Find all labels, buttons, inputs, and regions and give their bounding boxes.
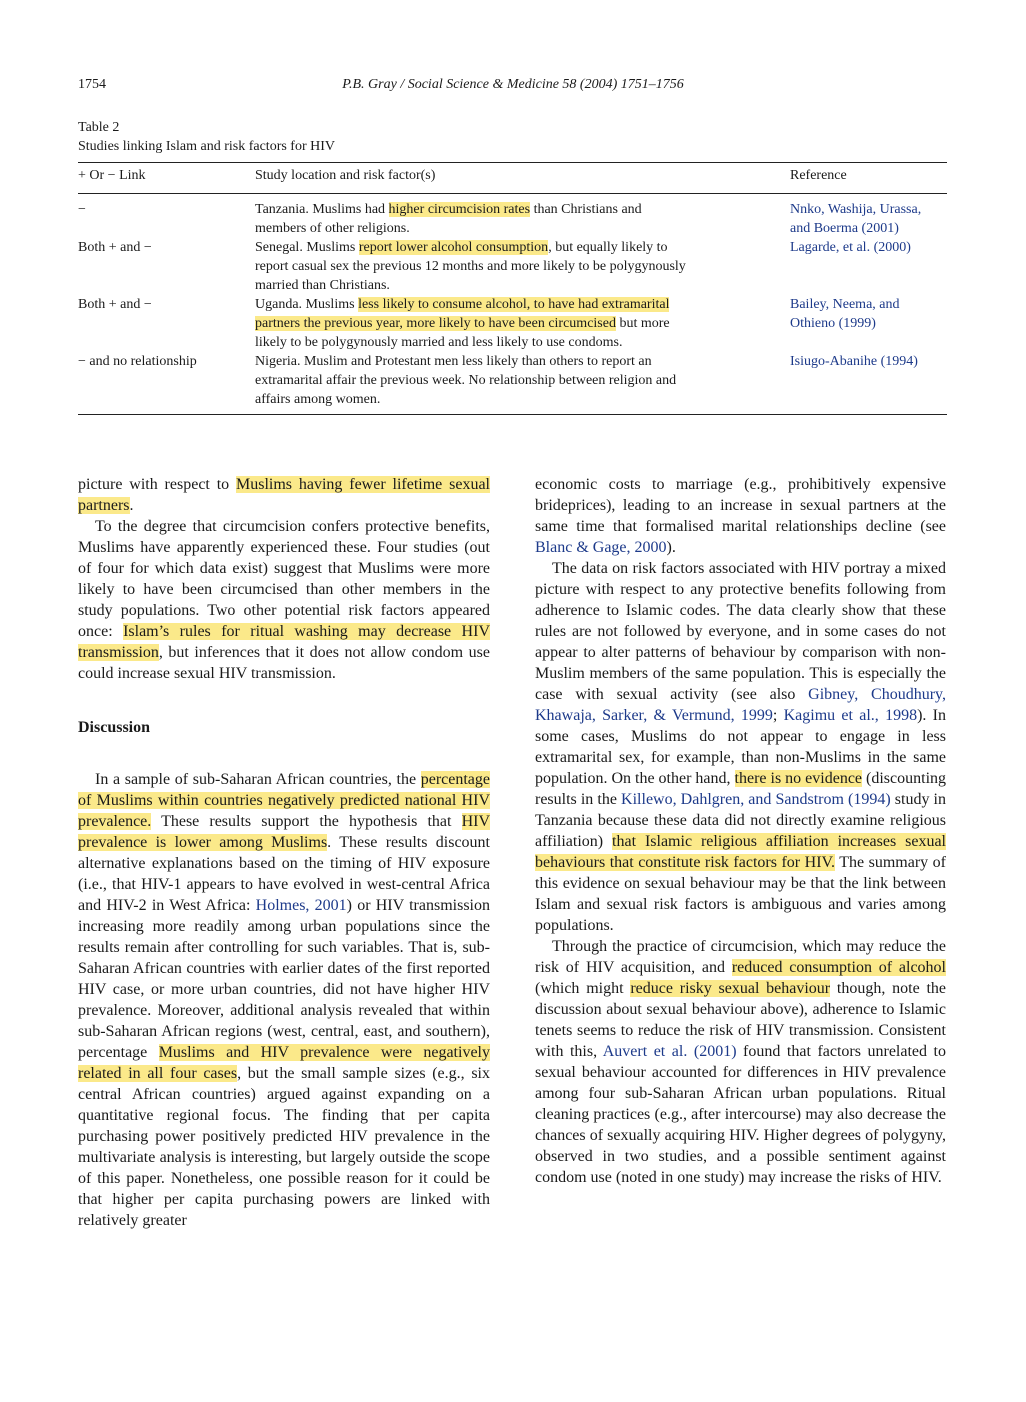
paragraph: Through the practice of circumcision, which may reduce the risk of HIV acquisition, and reduced consumption of alcohol (which might reduce risky sexual behaviour though, note the discussion about sexual behaviour above), adherence to Islamic tenets seems to reduce the risk of HIV transmission. Consistent with this, Auvert et al. (2001) found that factors unrelated to sexual behaviour accounted for differences in HIV prevalence among four sub-Saharan African urban populations. Ritual cleaning practices (e.g., after intercourse) may also decrease the chances of sexually acquiring HIV. Higher degrees of polygyny, observed in two studies, and a possible sentiment against condom use (noted in one study) may increase the risks of HIV. xyxy=(535,938,947,1186)
citation-link[interactable]: Blanc & Gage, 2000 xyxy=(535,539,667,556)
table-caption xyxy=(78,118,335,156)
table-top-rule xyxy=(78,162,947,163)
table-header-study: Study location and risk factor(s) xyxy=(255,168,436,183)
right-column xyxy=(535,474,946,1188)
table-cell-reference[interactable]: Nnko, Washija, Urassa, and Boerma (2001) xyxy=(790,202,922,236)
table-cell-study: Tanzania. Muslims had higher circumcision rates than Christians and members of other religions. xyxy=(255,202,642,236)
table-cell-link: Both + and − xyxy=(78,240,152,255)
table-header-link: + Or − Link xyxy=(78,168,146,183)
left-column xyxy=(78,474,490,1231)
page-number: 1754 xyxy=(78,77,106,92)
citation-link[interactable]: Killewo, Dahlgren, and Sandstrom (1994) xyxy=(621,791,891,808)
citation-link[interactable]: Auvert et al. (2001) xyxy=(602,1043,737,1060)
paragraph: economic costs to marriage (e.g., prohibitively expensive brideprices), leading to an increase in sexual partners at the same time that formalised marital relationships decline (see Blanc & Gage, 2000). xyxy=(535,476,946,556)
table-bottom-rule xyxy=(78,414,947,415)
citation-link[interactable]: Kagimu et al., 1998 xyxy=(783,707,918,724)
table-cell-link: Both + and − xyxy=(78,297,152,312)
table-label: Table 2 xyxy=(78,120,120,135)
paragraph: To the degree that circumcision confers protective benefits, Muslims have apparently experienced these. Four studies (out of four for which data exist) suggest that Muslims were more likely to have been circumcised than other members in the study populations. Two other potential risk factors appeared once: Islam’s rules for ritual washing may decrease HIV transmission, but inferences that it does not allow condom use could increase sexual HIV transmission. xyxy=(78,518,490,682)
table-header-rule xyxy=(78,193,947,194)
table-title: Studies linking Islam and risk factors for HIV xyxy=(78,139,336,154)
paragraph: The data on risk factors associated with HIV portray a mixed picture with respect to any protective benefits following from adherence to Islamic codes. The data clearly show that these rules are not followed by everyone, and in some cases do not appear to alter patterns of behaviour by comparison with non-Muslim members of the same population. This is especially the case with sexual activity (see also Gibney, Choudhury, Khawaja, Sarker, & Vermund, 1999; Kagimu et al., 1998). In some cases, Muslims do not appear to engage in less extramarital sex, for example, than non-Muslims in the same population. On the other hand, there is no evidence (discounting results in the Killewo, Dahlgren, and Sandstrom (1994) study in Tanzania because these data did not directly examine religious affiliation) that Islamic religious affiliation increases sexual behaviours that constitute risk factors for HIV. The summary of this evidence on sexual behaviour may be that the link between Islam and sexual risk factors is ambiguous and varies among populations. xyxy=(535,560,947,934)
citation-link[interactable]: Holmes, 2001 xyxy=(255,897,347,914)
table-cell-study: Senegal. Muslims report lower alcohol consumption, but equally likely to report casual sex the previous 12 months and more likely to be polygynously married than Christians. xyxy=(255,240,686,293)
citation-link[interactable]: Gibney, Choudhury, Khawaja, Sarker, & Vermund, 1999 xyxy=(535,686,946,724)
table-cell-study: Uganda. Muslims less likely to consume alcohol, to have had extramarital partners the previous year, more likely to have been circumcised but more likely to be polygynously married and less likely to use condoms. xyxy=(255,297,670,350)
table-cell-study: Nigeria. Muslim and Protestant men less likely than others to report an extramarital affair the previous week. No relationship between religion and affairs among women. xyxy=(255,354,677,407)
table-cell-link: − xyxy=(78,202,86,217)
table-cell-reference[interactable]: Bailey, Neema, and Othieno (1999) xyxy=(790,297,900,331)
table-cell-link: − and no relationship xyxy=(78,354,197,369)
section-heading: Discussion xyxy=(78,719,151,736)
table-cell-reference[interactable]: Isiugo-Abanihe (1994) xyxy=(790,354,918,369)
paragraph: In a sample of sub-Saharan African countries, the percentage of Muslims within countries negatively predicted national HIV prevalence. These results support the hypothesis that HIV prevalence is lower among Muslims. These results discount alternative explanations based on the timing of HIV exposure (i.e., that HIV-1 appears to have evolved in west-central Africa and HIV-2 in West Africa: Holmes, 2001) or HIV transmission increasing more readily among urban populations since the results remain after controlling for such variables. That is, sub-Saharan African countries with earlier dates of the first reported HIV case, or more urban countries, did not have higher HIV prevalence. Moreover, additional analysis revealed that within sub-Saharan African regions (west, central, east, and southern), percentage Muslims and HIV prevalence were negatively related in all four cases, but the small sample sizes (e.g., six central African countries) argued against expanding on a quantitative regional focus. The finding that per capita purchasing power positively predicted HIV prevalence in the multivariate analysis is interesting, but largely outside the scope of this paper. Nonetheless, one possible reason for it could be that higher per capita purchasing powers are linked with relatively greater xyxy=(78,771,491,1229)
table-cell-reference[interactable]: Lagarde, et al. (2000) xyxy=(790,240,911,255)
table-header-reference: Reference xyxy=(790,168,847,183)
running-head: P.B. Gray / Social Science & Medicine 58 (2004) 1751–1756 xyxy=(342,77,684,92)
paragraph: picture with respect to Muslims having fewer lifetime sexual partners. xyxy=(78,476,490,514)
